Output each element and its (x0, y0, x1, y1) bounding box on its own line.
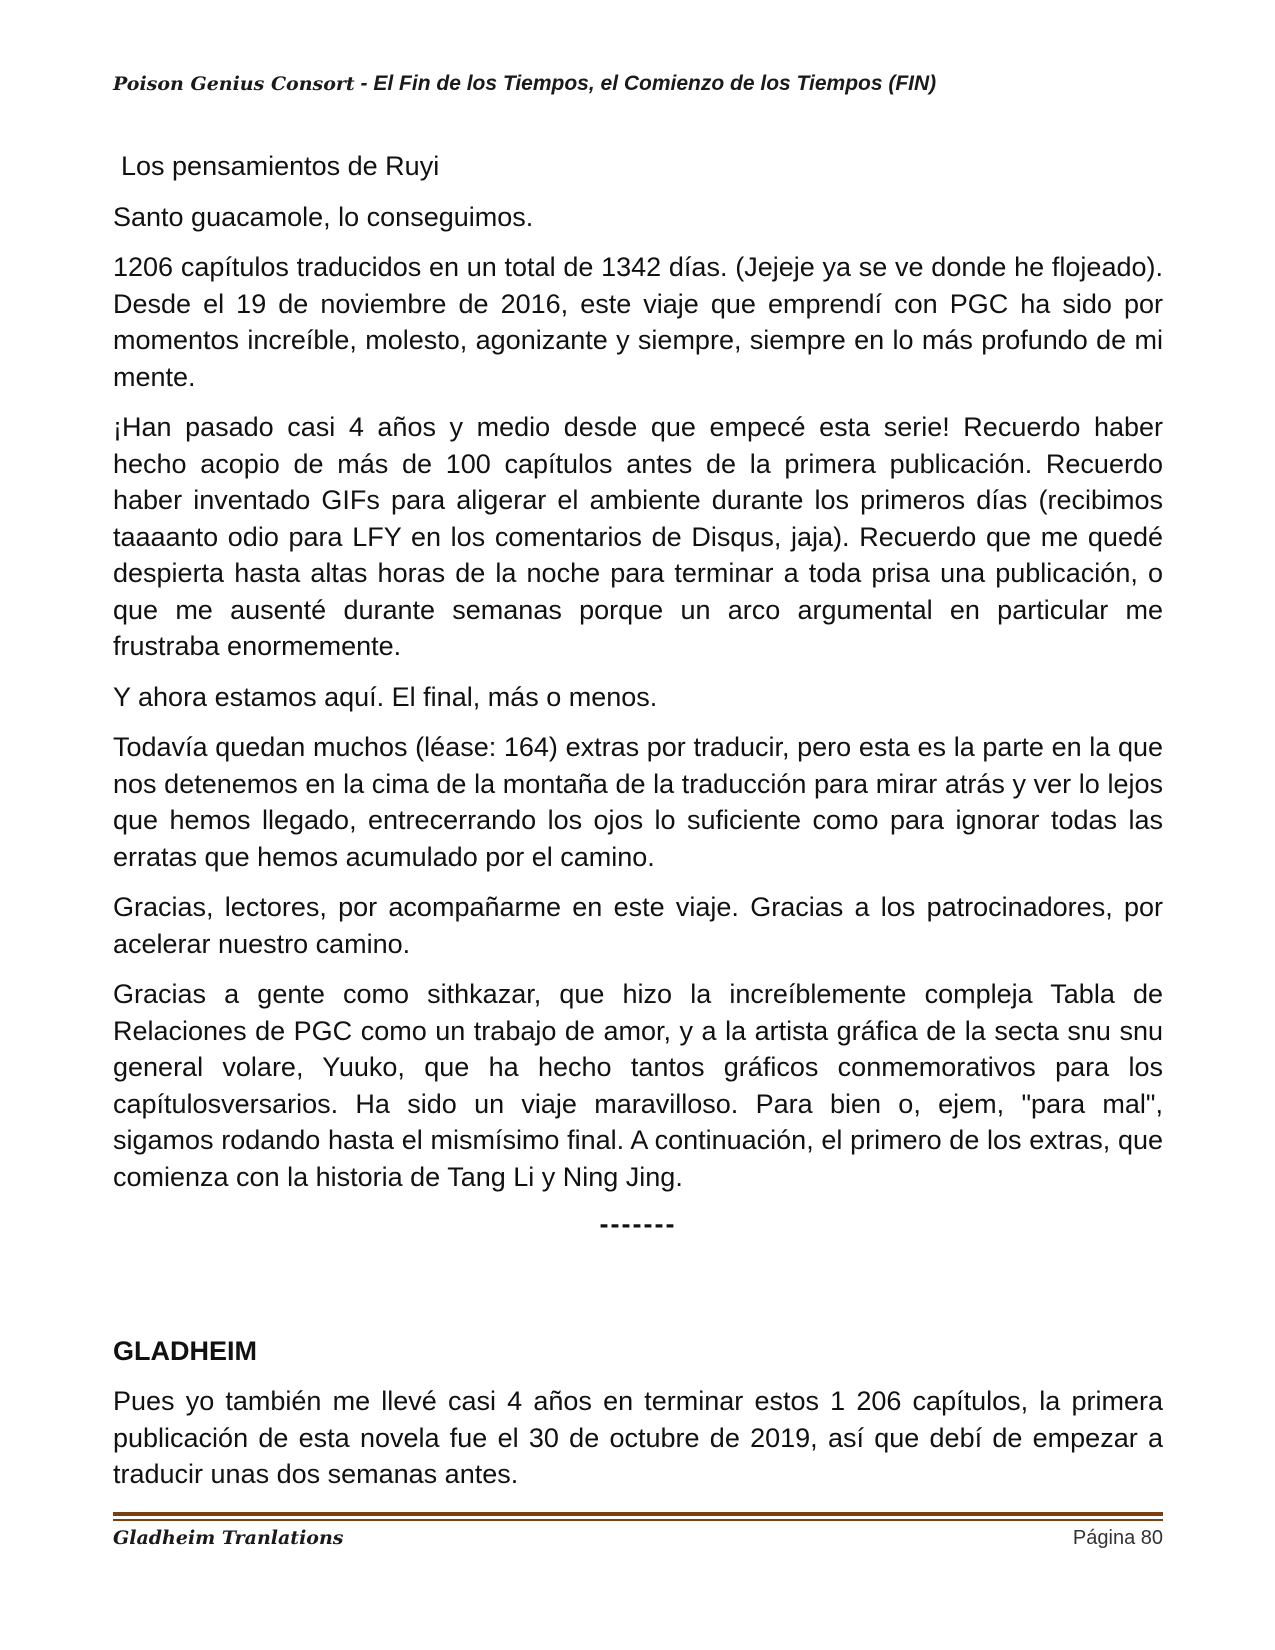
header-series-title: Poison Genius Consort (113, 73, 355, 95)
paragraph-6: Gracias, lectores, por acompañarme en este viaje. Gracias a los patrocinadores, por acelerar nuestro camino. (113, 892, 1163, 959)
paragraph-1: Santo guacamole, lo conseguimos. (113, 201, 534, 232)
paragraph-8: Pues yo también me llevé casi 4 años en terminar estos 1 206 capítulos, la primera publicación de esta novela fue el 30 de octubre de 2019, así que debí de empezar a traducir unas dos semanas antes. (113, 1386, 1163, 1489)
page-content (113, 148, 1163, 1507)
page-header (113, 72, 1163, 96)
section-separator: ------- (599, 1209, 677, 1239)
section-title-gladheim: GLADHEIM (113, 1336, 257, 1366)
paragraph-5: Todavía quedan muchos (léase: 164) extras por traducir, pero esta es la parte en la que nos detenemos en la cima de la montaña de la traducción para mirar atrás y ver lo lejos que hemos llegado, entrecerrando los ojos lo suficiente como para ignorar todas las erratas que hemos acumulado por el camino. (113, 732, 1163, 872)
footer-divider (113, 1512, 1163, 1522)
ruyi-heading: Los pensamientos de Ruyi (121, 151, 440, 181)
page-number: Página 80 (1072, 1527, 1163, 1549)
footer-publisher: Gladheim Tranlations (113, 1527, 344, 1549)
paragraph-4: Y ahora estamos aquí. El final, más o menos. (113, 681, 658, 712)
header-chapter-title: - El Fin de los Tiempos, el Comienzo de los Tiempos (FIN) (354, 72, 937, 95)
paragraph-7: Gracias a gente como sithkazar, que hizo la increíblemente compleja Tabla de Relaciones de PGC como un trabajo de amor, y a la artista gráfica de la secta snu snu general volare, Yuuko, que ha hecho tantos gráficos conmemorativos para los capítulosversarios. Ha sido un viaje maravilloso. Para bien o, ejem, "para mal", sigamos rodando hasta el mismísimo final. A continuación, el primero de los extras, que comienza con la historia de Tang Li y Ning Jing. (113, 979, 1163, 1192)
footer-divider-thick (113, 1512, 1163, 1516)
paragraph-3: ¡Han pasado casi 4 años y medio desde que empecé esta serie! Recuerdo haber hecho acopio de más de 100 capítulos antes de la primera publicación. Recuerdo haber inventado GIFs para aligerar el ambiente durante los primeros días (recibimos taaaanto odio para LFY en los comentarios de Disqus, jaja). Recuerdo que me quedé despierta hasta altas horas de la noche para terminar a toda prisa una publicación, o que me ausenté durante semanas porque un arco argumental en particular me frustraba enormemente. (113, 412, 1163, 661)
paragraph-2: 1206 capítulos traducidos en un total de 1342 días. (Jejeje ya se ve donde he flojeado). Desde el 19 de noviembre de 2016, este viaje que emprendí con PGC ha sido por momentos increíble, molesto, agonizante y siempre, siempre en lo más profundo de mi mente. (113, 252, 1163, 392)
footer-divider-thin (113, 1519, 1163, 1521)
